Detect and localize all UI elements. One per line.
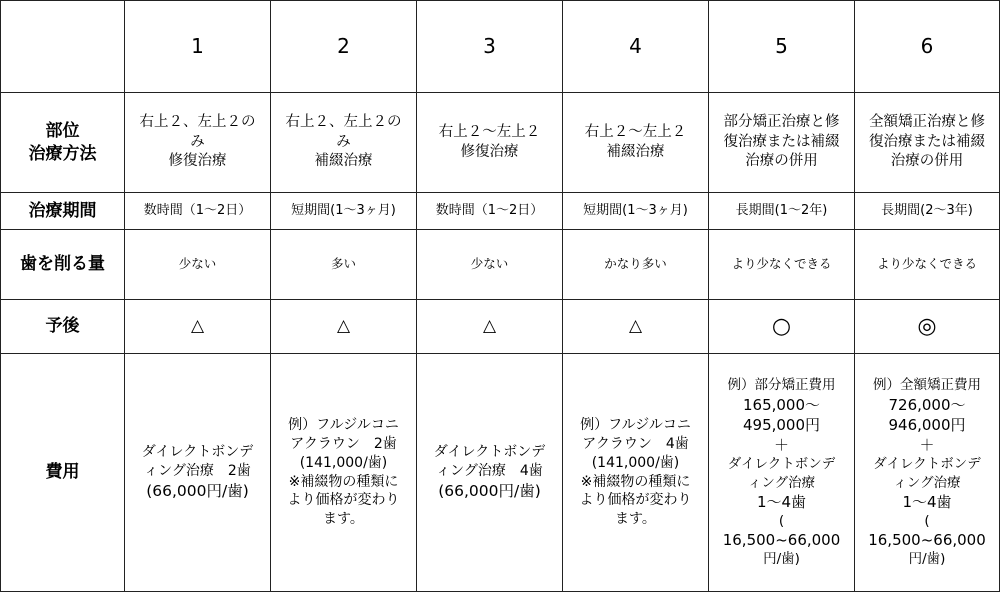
cost-note: より価格が変わり xyxy=(579,492,692,509)
period-cell-4: 短期間(1〜3ヶ月) xyxy=(563,193,709,230)
prognosis-cell-1: △ xyxy=(125,300,271,354)
period-cell-2: 短期間(1〜3ヶ月) xyxy=(271,193,417,230)
corner-cell xyxy=(1,1,125,93)
cost-note: より価格が変わり xyxy=(287,492,400,509)
site-text: み xyxy=(336,133,351,150)
cost-text: 円/歯) xyxy=(908,551,946,568)
column-header-2: 2 xyxy=(271,1,417,93)
cost-text: 例）部分矯正費用 xyxy=(727,377,836,394)
cost-row xyxy=(1,354,1000,592)
site-text: 右上２、左上２の xyxy=(139,114,256,131)
column-header-3: 3 xyxy=(417,1,563,93)
cost-text: ダイレクトボンデ xyxy=(433,444,546,461)
cost-text: ( xyxy=(924,512,930,529)
cost-cell-1 xyxy=(125,354,271,592)
site-text: 復治療または補綴 xyxy=(869,133,985,150)
cost-text: ＋ xyxy=(773,436,789,455)
site-cell-1 xyxy=(125,93,271,193)
cost-cell-5 xyxy=(709,354,855,592)
period-cell-3: 数時間（1〜2日） xyxy=(417,193,563,230)
site-text: み xyxy=(190,133,205,150)
column-header-6: 6 xyxy=(855,1,1000,93)
site-text: 修復治療 xyxy=(168,153,227,170)
cost-text: アクラウン 4歯 xyxy=(582,435,689,452)
site-text: 右上２～左上２ xyxy=(438,123,541,140)
cost-text: ィング治療 4歯 xyxy=(436,463,543,480)
row-label-site xyxy=(1,93,125,193)
cost-text: 495,000円 xyxy=(742,415,821,434)
cost-text: 円/歯) xyxy=(763,551,800,568)
cost-text: アクラウン 2歯 xyxy=(290,435,397,452)
cost-cell-3 xyxy=(417,354,563,592)
cost-text: ＋ xyxy=(919,436,935,455)
cost-text: 165,000〜 xyxy=(742,395,821,414)
cost-note: ます。 xyxy=(323,511,364,528)
site-text: 修復治療 xyxy=(460,143,519,160)
site-cell-6 xyxy=(855,93,1000,193)
row-label-reduction: 歯を削る量 xyxy=(1,230,125,300)
cost-note: ※補綴物の種類に xyxy=(580,473,691,490)
prognosis-cell-3: △ xyxy=(417,300,563,354)
period-row xyxy=(1,193,1000,230)
cost-text: (141,000/歯) xyxy=(299,454,388,471)
cost-text: 例）全額矯正費用 xyxy=(873,377,981,394)
site-text: 補綴治療 xyxy=(606,143,665,160)
cost-cell-6 xyxy=(855,354,1000,592)
site-text: 治療の併用 xyxy=(890,153,964,170)
cost-text: ィング治療 xyxy=(893,474,961,491)
period-cell-6: 長期間(2〜3年) xyxy=(855,193,1000,230)
row-label-site-line2: 治療方法 xyxy=(28,143,97,164)
prognosis-cell-5: ○ xyxy=(709,300,855,354)
site-cell-2 xyxy=(271,93,417,193)
cost-text: 946,000円 xyxy=(888,415,966,434)
cost-text: 1〜4歯 xyxy=(902,492,952,511)
row-label-site-line1: 部位 xyxy=(45,120,80,141)
cost-text: (141,000/歯) xyxy=(591,454,680,471)
site-text: 部分矯正治療と修 xyxy=(723,114,840,131)
cost-text: 例）フルジルコニ xyxy=(580,416,691,433)
reduction-cell-1: 少ない xyxy=(125,230,271,300)
cost-note: ます。 xyxy=(615,511,656,528)
cost-text: 1〜4歯 xyxy=(756,492,807,511)
cost-text: 726,000〜 xyxy=(888,395,966,414)
site-cell-5 xyxy=(709,93,855,193)
site-text: 治療の併用 xyxy=(745,153,818,170)
column-header-5: 5 xyxy=(709,1,855,93)
site-cell-3 xyxy=(417,93,563,193)
cost-note: ※補綴物の種類に xyxy=(288,473,399,490)
cost-text: ダイレクトボンデ xyxy=(727,456,836,473)
site-text: 復治療または補綴 xyxy=(723,133,840,150)
cost-cell-2 xyxy=(271,354,417,592)
prognosis-cell-2: △ xyxy=(271,300,417,354)
cost-text: 例）フルジルコニ xyxy=(288,416,399,433)
period-cell-1: 数時間（1〜2日） xyxy=(125,193,271,230)
row-label-period: 治療期間 xyxy=(1,193,125,230)
cost-text: ( xyxy=(778,512,785,529)
reduction-cell-2: 多い xyxy=(271,230,417,300)
cost-text: ダイレクトボンデ xyxy=(873,456,981,473)
reduction-row xyxy=(1,230,1000,300)
site-text: 右上２～左上２ xyxy=(584,123,687,140)
site-text: 補綴治療 xyxy=(314,153,373,170)
site-row xyxy=(1,93,1000,193)
prognosis-cell-6: ◎ xyxy=(855,300,1000,354)
site-cell-4 xyxy=(563,93,709,193)
cost-text: 16,500~66,000 xyxy=(868,531,986,550)
row-label-cost: 費用 xyxy=(1,354,125,592)
cost-text: (66,000円/歯) xyxy=(146,481,249,500)
prognosis-cell-4: △ xyxy=(563,300,709,354)
cost-text: 16,500~66,000 xyxy=(722,531,841,550)
site-text: 右上２、左上２の xyxy=(285,114,402,131)
prognosis-row xyxy=(1,300,1000,354)
reduction-cell-6: より少なくできる xyxy=(855,230,1000,300)
period-cell-5: 長期間(1〜2年) xyxy=(709,193,855,230)
reduction-cell-5: より少なくできる xyxy=(709,230,855,300)
reduction-cell-3: 少ない xyxy=(417,230,563,300)
reduction-cell-4: かなり多い xyxy=(563,230,709,300)
column-header-1: 1 xyxy=(125,1,271,93)
cost-text: (66,000円/歯) xyxy=(438,481,541,500)
cost-text: ダイレクトボンデ xyxy=(141,444,254,461)
header-row xyxy=(1,1,1000,93)
column-header-4: 4 xyxy=(563,1,709,93)
row-label-prognosis: 予後 xyxy=(1,300,125,354)
cost-text: ィング治療 2歯 xyxy=(144,463,251,480)
cost-cell-4 xyxy=(563,354,709,592)
cost-text: ィング治療 xyxy=(747,474,816,491)
site-text: 全額矯正治療と修 xyxy=(869,114,985,131)
